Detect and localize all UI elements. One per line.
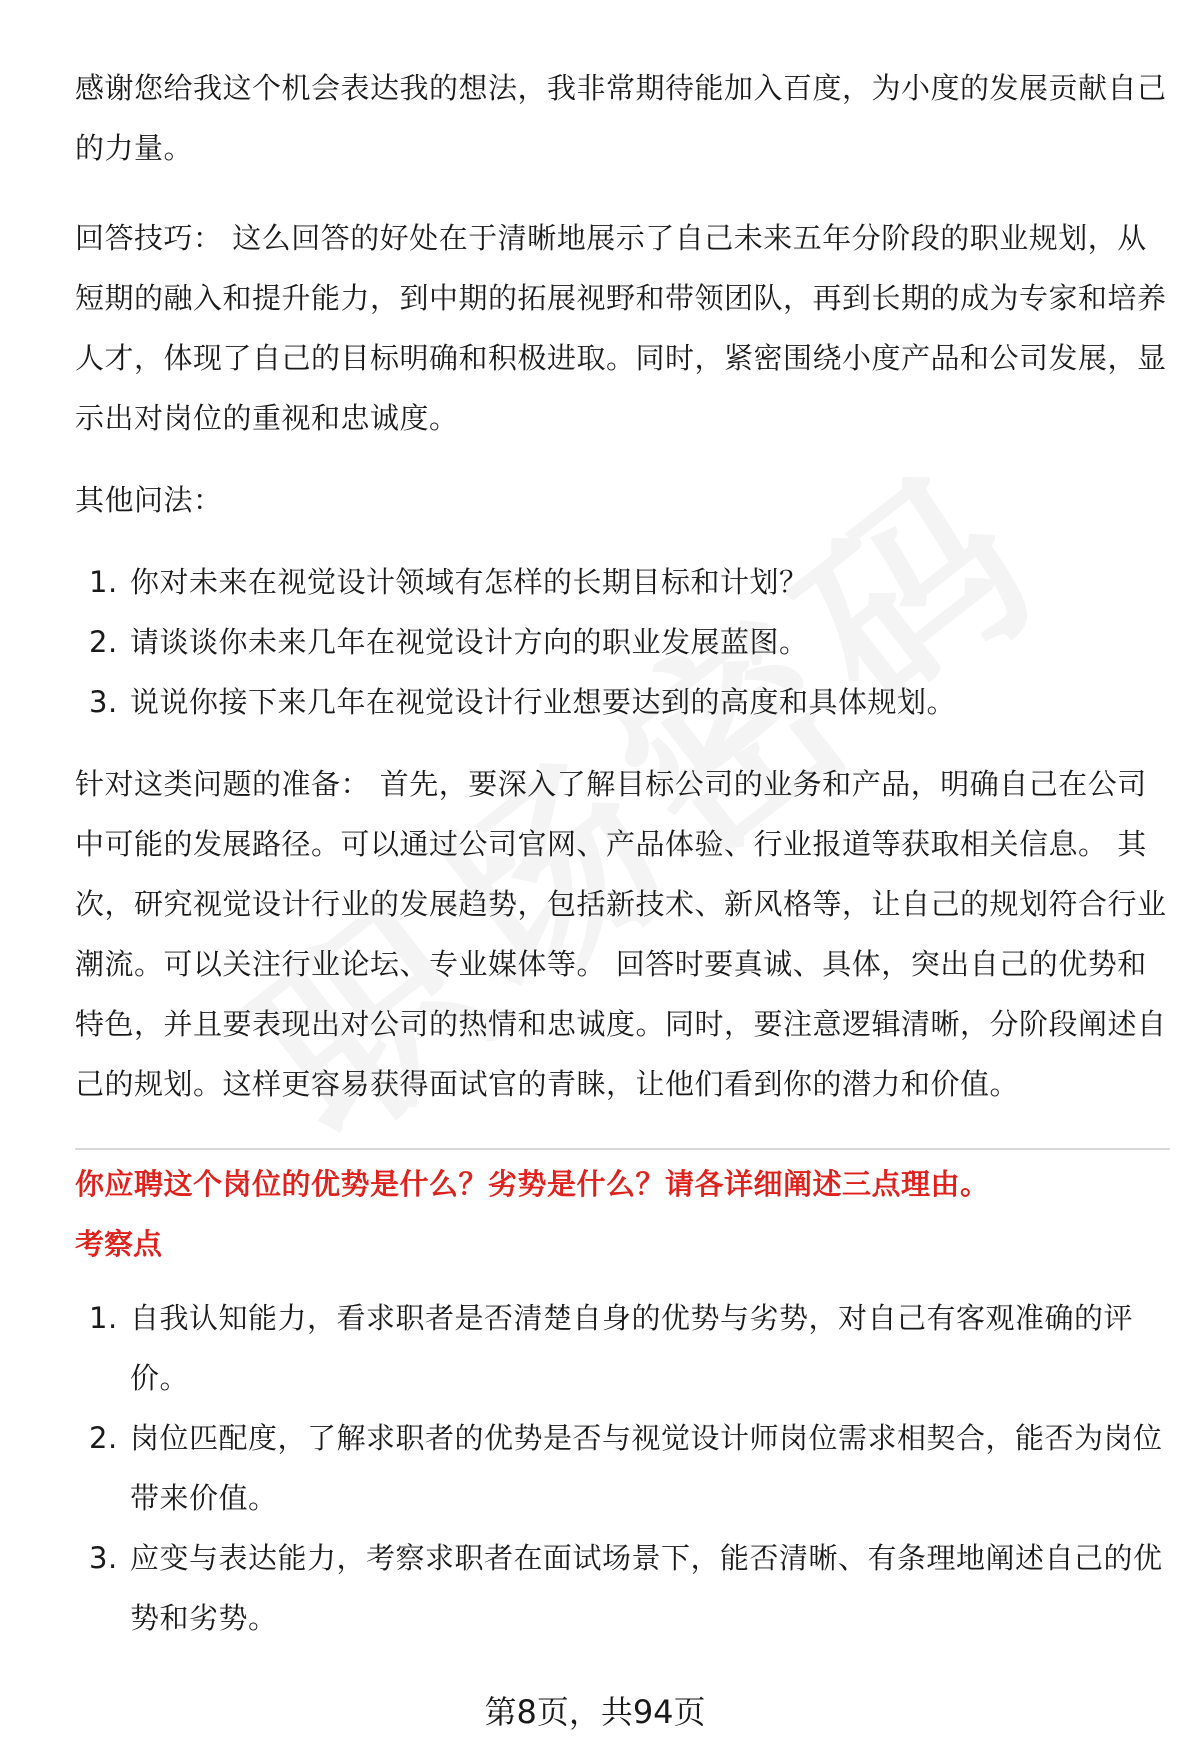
list-item (75, 1288, 1170, 1408)
preparation-paragraph: 针对这类问题的准备： 首先，要深入了解目标公司的业务和产品，明确自己在公司中可能的发展路径。可以通过公司官网、产品体验、行业报道等获取相关信息。 其次，研究视觉设计行业的发展趋势，包括新技术、新风格等，让自己的规划符合行业潮流。可以关注行业论坛、专业媒体等。 回答时要真诚、具体，突出自己的优势和特色，并且要表现出对公司的热情和忠诚度。同时，要注意逻辑清晰，分阶段阐述自己的规划。这样更容易获得面试官的青睐，让他们看到你的潜力和价值。 (75, 767, 1167, 1101)
page-number-footer: 第8页，共94页 (484, 1693, 706, 1731)
list-item (75, 1528, 1170, 1648)
list-number: 1. (89, 565, 118, 599)
page-content (75, 58, 1170, 1648)
list-item-text: 自我认知能力，看求职者是否清楚自身的优势与劣势，对自己有客观准确的评价。 (130, 1301, 1134, 1395)
points-label: 考察点 (75, 1227, 163, 1261)
list-number: 2. (89, 1421, 118, 1455)
question-title: 你应聘这个岗位的优势是什么？劣势是什么？请各详细阐述三点理由。 (75, 1167, 990, 1201)
list-item (75, 612, 1170, 672)
list-number: 1. (89, 1301, 118, 1335)
list-item-text: 你对未来在视觉设计领域有怎样的长期目标和计划？ (130, 565, 809, 599)
list-number: 3. (89, 1541, 118, 1575)
list-number: 3. (89, 685, 118, 719)
list-item-text: 应变与表达能力，考察求职者在面试场景下，能否清晰、有条理地阐述自己的优势和劣势。 (130, 1541, 1163, 1635)
points-list (75, 1288, 1170, 1648)
list-item (75, 552, 1170, 612)
other-asks-list (75, 552, 1170, 732)
list-number: 2. (89, 625, 118, 659)
answer-tip-paragraph: 回答技巧： 这么回答的好处在于清晰地展示了自己未来五年分阶段的职业规划，从短期的融入和提升能力，到中期的拓展视野和带领团队，再到长期的成为专家和培养人才，体现了自己的目标明确和积极进取。同时，紧密围绕小度产品和公司发展，显示出对岗位的重视和忠诚度。 (75, 221, 1167, 435)
list-item (75, 1408, 1170, 1528)
intro-end-paragraph: 感谢您给我这个机会表达我的想法，我非常期待能加入百度，为小度的发展贡献自己的力量。 (75, 71, 1167, 165)
list-item-text: 请谈谈你未来几年在视觉设计方向的职业发展蓝图。 (130, 625, 809, 659)
list-item-text: 说说你接下来几年在视觉设计行业想要达到的高度和具体规划。 (130, 685, 957, 719)
other-asks-label: 其他问法： (75, 483, 223, 517)
list-item (75, 672, 1170, 732)
list-item-text: 岗位匹配度，了解求职者的优势是否与视觉设计师岗位需求相契合，能否为岗位带来价值。 (130, 1421, 1163, 1515)
